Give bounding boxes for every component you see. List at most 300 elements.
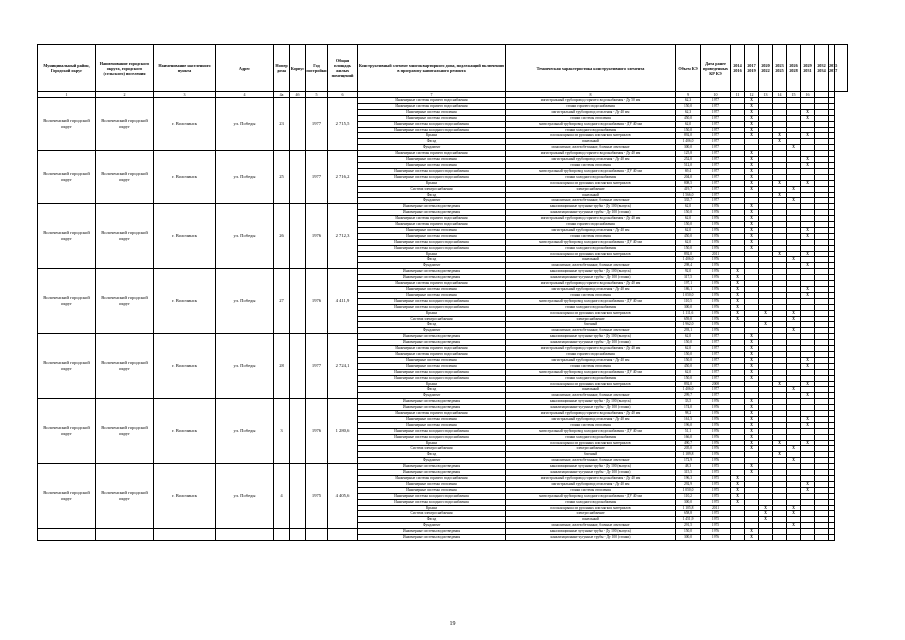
technical-spec: электроснабжение <box>506 511 676 517</box>
period-mark: X <box>745 357 759 363</box>
period-mark: X <box>787 387 801 393</box>
structural-element: Инженерные системы водоотведения <box>358 470 506 476</box>
structural-element: Инженерные системы горячего водоснабжения <box>358 476 506 482</box>
header-cell: Техническая характеристика конструктивного элемента <box>506 45 676 92</box>
header-cell: Конструктивный элемент многоквартирного дома, подлежащий включению в программу капитального ремонта <box>358 45 506 92</box>
technical-spec: плоская крыша из рулонных или мягких материалов <box>506 251 676 257</box>
previous-repair-date: 1976 <box>701 245 731 251</box>
structural-element: Фундамент <box>358 393 506 399</box>
structural-element: Крыша <box>358 133 506 139</box>
technical-spec: магистральный трубопровод горячего водоснабжения - Ду 50 мм <box>506 98 676 104</box>
previous-repair-date: 1977 <box>701 375 731 381</box>
technical-spec: магистральный трубопровод холодного водоснабжения - ДУ 40 мм <box>506 298 676 304</box>
previous-repair-date: 1975 <box>701 464 731 470</box>
previous-repair-date: 1977 <box>701 157 731 163</box>
previous-repair-date: 1976 <box>701 210 731 216</box>
period-mark: X <box>731 499 745 505</box>
element-volume: 174,0 <box>676 405 701 411</box>
period-mark: X <box>745 346 759 352</box>
technical-spec: стояки системы отопления <box>506 487 676 493</box>
technical-spec: электроснабжение <box>506 186 676 192</box>
house-settlement: Волоченский городской округ <box>96 334 154 399</box>
header-cell: 2029 2031 <box>801 45 815 92</box>
house-area: 2 716,2 <box>328 151 358 204</box>
element-volume: 48,3 <box>676 464 701 470</box>
column-number: 4 <box>216 92 274 98</box>
structural-element: Инженерные системы холодного водоснабжения <box>358 298 506 304</box>
technical-spec: блочный <box>506 322 676 328</box>
header-cell: 2014 2016 <box>731 45 745 92</box>
structural-element: Инженерные системы горячего водоснабжения <box>358 346 506 352</box>
element-volume: 1 050,0 <box>676 292 701 298</box>
structural-element: Инженерные системы отопления <box>358 162 506 168</box>
header-cell: Наименование населенного пункта <box>154 45 216 92</box>
period-mark: X <box>745 162 759 168</box>
element-volume: 150,0 <box>676 529 701 535</box>
previous-repair-date: 1975 <box>701 517 731 523</box>
period-mark <box>759 535 773 541</box>
element-volume: 300,0 <box>676 304 701 310</box>
house-corpus <box>290 399 306 464</box>
house-street: ул. Победы <box>216 204 274 269</box>
column-number: 12 <box>745 92 759 98</box>
structural-element: Инженерные системы водоотведения <box>358 340 506 346</box>
house-year: 1977 <box>306 334 328 399</box>
structural-element: Инженерные системы холодного водоснабжения <box>358 127 506 133</box>
period-mark: X <box>801 487 815 493</box>
column-number: 13 <box>759 92 773 98</box>
period-mark: X <box>801 157 815 163</box>
period-mark: X <box>745 464 759 470</box>
period-mark <box>773 535 787 541</box>
previous-repair-date: 1977 <box>701 387 731 393</box>
technical-spec: канализационные чугунные трубы - Ду 100 (стояки) <box>506 470 676 476</box>
technical-spec: канализационные чугунные трубы - Ду 100 (выпуск) <box>506 269 676 275</box>
structural-element: Система электроснабжения <box>358 446 506 452</box>
technical-spec: панельный <box>506 517 676 523</box>
house-area: 2 724,1 <box>328 334 358 399</box>
technical-spec: стояки горячего водоснабжения <box>506 222 676 228</box>
period-mark: X <box>787 310 801 316</box>
technical-spec: магистральный трубопровод отопления - Ду 40 мм <box>506 357 676 363</box>
house-locality: г. Волочинск <box>154 464 216 529</box>
technical-spec: монолитные, железобетонные, блочные ленточные <box>506 328 676 334</box>
house-house: 27 <box>274 269 290 334</box>
previous-repair-date: 1977 <box>701 393 731 399</box>
element-volume: 150,0 <box>676 222 701 228</box>
period-mark: X <box>801 287 815 293</box>
period-mark <box>731 535 745 541</box>
house-street: ул. Победы <box>216 98 274 151</box>
period-mark: X <box>745 174 759 180</box>
previous-repair-date: 1975 <box>701 470 731 476</box>
period-mark: X <box>745 440 759 446</box>
element-volume: 299,7 <box>676 393 701 399</box>
technical-spec: канализационные чугунные трубы - Ду 100 (выпуск) <box>506 399 676 405</box>
period-mark: X <box>731 269 745 275</box>
structural-element: Фасад <box>358 517 506 523</box>
period-mark: X <box>731 281 745 287</box>
technical-spec: магистральный трубопровод отопления - Ду 40 мм <box>506 287 676 293</box>
previous-repair-date: 1976 <box>701 529 731 535</box>
previous-repair-date: 1977 <box>701 334 731 340</box>
period-mark: X <box>745 446 759 452</box>
house-locality: г. Волочинск <box>154 204 216 269</box>
period-mark <box>787 535 801 541</box>
period-mark: X <box>745 363 759 369</box>
element-volume: 1 050,0 <box>676 487 701 493</box>
previous-repair-date: 1977 <box>701 192 731 198</box>
element-volume: 450,0 <box>676 233 701 239</box>
previous-repair-date: 1976 <box>701 204 731 210</box>
technical-spec: панельный <box>506 257 676 263</box>
period-mark: X <box>801 251 815 257</box>
technical-spec: стояки системы отопления <box>506 422 676 428</box>
period-mark: X <box>745 340 759 346</box>
period-mark: X <box>745 115 759 121</box>
period-mark: X <box>745 216 759 222</box>
house-corpus <box>290 151 306 204</box>
period-mark: X <box>745 210 759 216</box>
element-volume: 62,0 <box>676 227 701 233</box>
element-volume: 291,5 <box>676 523 701 529</box>
period-mark: X <box>745 103 759 109</box>
element-volume: 150,0 <box>676 103 701 109</box>
structural-element: Фасад <box>358 387 506 393</box>
house-street <box>216 529 274 541</box>
element-volume: 252,0 <box>676 157 701 163</box>
previous-repair-date: 1976 <box>701 411 731 417</box>
period-mark: X <box>801 180 815 186</box>
period-mark: X <box>773 452 787 458</box>
previous-repair-date: 1976 <box>701 428 731 434</box>
technical-spec: плоская крыша из рулонных или мягких материалов <box>506 310 676 316</box>
technical-spec: плоская крыша из рулонных или мягких материалов <box>506 381 676 387</box>
technical-spec: стояки системы отопления <box>506 162 676 168</box>
technical-spec: канализационные чугунные трубы - Ду 100 (выпуск) <box>506 529 676 535</box>
structural-element: Инженерные системы холодного водоснабжения <box>358 428 506 434</box>
previous-repair-date: 1976 <box>701 310 731 316</box>
element-volume: 1 566,0 <box>676 192 701 198</box>
element-volume: 892,0 <box>676 133 701 139</box>
header-row <box>38 45 848 92</box>
period-mark <box>815 535 829 541</box>
structural-element: Инженерные системы отопления <box>358 481 506 487</box>
structural-element: Крыша <box>358 251 506 257</box>
period-mark: X <box>787 316 801 322</box>
period-mark: X <box>787 145 801 151</box>
technical-spec: канализационные чугунные трубы - Ду 100 (выпуск) <box>506 204 676 210</box>
technical-spec: стояки системы отопления <box>506 115 676 121</box>
structural-element: Инженерные системы водоотведения <box>358 275 506 281</box>
previous-repair-date: 1976 <box>701 227 731 233</box>
period-mark: X <box>759 322 773 328</box>
period-mark: X <box>773 139 787 145</box>
period-mark: X <box>745 416 759 422</box>
structural-element: Инженерные системы отопления <box>358 487 506 493</box>
period-mark: X <box>787 505 801 511</box>
period-mark: X <box>787 511 801 517</box>
period-mark: X <box>787 257 801 263</box>
structural-element: Фасад <box>358 192 506 198</box>
technical-spec: монолитные, железобетонные, блочные ленточные <box>506 393 676 399</box>
previous-repair-date: 1977 <box>701 103 731 109</box>
technical-spec: стояки холодного водоснабжения <box>506 127 676 133</box>
element-volume: 110,5 <box>676 298 701 304</box>
previous-repair-date: 1976 <box>701 405 731 411</box>
column-number: 10 <box>701 92 731 98</box>
house-area <box>328 529 358 541</box>
column-number: 8 <box>506 92 676 98</box>
header-cell: Общая площадь жилых помещений <box>328 45 358 92</box>
house-corpus <box>290 269 306 334</box>
house-house: 23 <box>274 98 290 151</box>
house-district: Волоченский городской округ <box>38 98 96 151</box>
period-mark: X <box>801 162 815 168</box>
house-year: 1975 <box>306 464 328 529</box>
previous-repair-date: 1976 <box>701 458 731 464</box>
structural-element: Крыша <box>358 381 506 387</box>
technical-spec: плоская крыша из рулонных или мягких материалов <box>506 505 676 511</box>
structural-element: Инженерные системы отопления <box>358 422 506 428</box>
previous-repair-date: 2011 <box>701 251 731 257</box>
structural-element: Система электроснабжения <box>358 511 506 517</box>
previous-repair-date: 1976 <box>701 328 731 334</box>
house-area: 4 411,9 <box>328 269 358 334</box>
period-mark: X <box>745 168 759 174</box>
element-volume: 150,0 <box>676 127 701 133</box>
element-volume: 315,5 <box>676 470 701 476</box>
period-mark: X <box>745 227 759 233</box>
period-mark: X <box>787 458 801 464</box>
structural-element: Инженерные системы отопления <box>358 292 506 298</box>
period-mark: X <box>731 310 745 316</box>
technical-spec: магистральный трубопровод отопления - Ду 40 мм <box>506 481 676 487</box>
header-cell: Объем КЭ <box>676 45 701 92</box>
element-volume: 419,7 <box>676 186 701 192</box>
structural-element: Инженерные системы водоотведения <box>358 399 506 405</box>
period-mark: X <box>787 198 801 204</box>
column-number: 11 <box>731 92 745 98</box>
structural-element: Инженерные системы водоотведения <box>358 529 506 535</box>
structural-element: Инженерные системы холодного водоснабжения <box>358 168 506 174</box>
previous-repair-date: 1977 <box>701 198 731 204</box>
house-district: Волоченский городской округ <box>38 151 96 204</box>
structural-element: Фасад <box>358 257 506 263</box>
element-volume: 317,5 <box>676 275 701 281</box>
period-mark: X <box>745 233 759 239</box>
previous-repair-date: 1975 <box>701 493 731 499</box>
structural-element: Фундамент <box>358 458 506 464</box>
structural-element: Инженерные системы горячего водоснабжения <box>358 98 506 104</box>
technical-spec: магистральный трубопровод холодного водоснабжения - ДУ 40 мм <box>506 493 676 499</box>
house-settlement: Волоченский городской округ <box>96 464 154 529</box>
period-mark: X <box>745 405 759 411</box>
technical-spec: электроснабжение <box>506 446 676 452</box>
house-district: Волоченский городской округ <box>38 204 96 269</box>
technical-spec: магистральный трубопровод горячего водоснабжения - Ду 40 мм <box>506 346 676 352</box>
structural-element: Инженерные системы холодного водоснабжения <box>358 493 506 499</box>
header-cell: 2023 2025 <box>773 45 787 92</box>
element-volume: 62,0 <box>676 369 701 375</box>
period-mark: X <box>745 535 759 541</box>
previous-repair-date: 1976 <box>701 222 731 228</box>
house-locality: г. Волочинск <box>154 269 216 334</box>
structural-element: Фундамент <box>358 263 506 269</box>
structural-element: Крыша <box>358 180 506 186</box>
period-mark: X <box>801 357 815 363</box>
structural-element: Инженерные системы отопления <box>358 233 506 239</box>
period-mark: X <box>773 251 787 257</box>
previous-repair-date: 1977 <box>701 115 731 121</box>
header-cell: Год постройки <box>306 45 328 92</box>
period-mark: X <box>745 133 759 139</box>
technical-spec: канализационные чугунные трубы - Ду 100 (выпуск) <box>506 334 676 340</box>
house-locality: г. Волочинск <box>154 334 216 399</box>
house-settlement <box>96 529 154 541</box>
previous-repair-date: 1976 <box>701 263 731 269</box>
previous-repair-date: 1976 <box>701 298 731 304</box>
column-number: 14 <box>773 92 787 98</box>
structural-element: Инженерные системы отопления <box>358 115 506 121</box>
house-corpus <box>290 464 306 529</box>
structural-element: Инженерные системы водоотведения <box>358 334 506 340</box>
technical-spec: плоская крыша из рулонных или мягких материалов <box>506 440 676 446</box>
structural-element: Инженерные системы холодного водоснабжения <box>358 499 506 505</box>
structural-element: Инженерные системы водоотведения <box>358 269 506 275</box>
period-mark: X <box>745 121 759 127</box>
period-mark: X <box>773 381 787 387</box>
house-street: ул. Победы <box>216 334 274 399</box>
period-mark: X <box>745 470 759 476</box>
element-volume: 62,0 <box>676 204 701 210</box>
technical-spec: магистральный трубопровод холодного водоснабжения - ДУ 40 мм <box>506 369 676 375</box>
house-area: 2 712,3 <box>328 204 358 269</box>
previous-repair-date: 1975 <box>701 499 731 505</box>
element-volume: 62,0 <box>676 121 701 127</box>
structural-element: Инженерные системы отопления <box>358 287 506 293</box>
period-mark: X <box>787 328 801 334</box>
technical-spec: магистральный трубопровод горячего водоснабжения - Ду 40 мм <box>506 476 676 482</box>
technical-spec: панельный <box>506 139 676 145</box>
period-mark: X <box>745 157 759 163</box>
house-locality: г. Волочинск <box>154 98 216 151</box>
structural-element: Крыша <box>358 440 506 446</box>
previous-repair-date: 1975 <box>701 511 731 517</box>
element-volume: 1 962,0 <box>676 322 701 328</box>
house-district: Волоченский городской округ <box>38 334 96 399</box>
element-volume: 92,0 <box>676 269 701 275</box>
element-volume: 490,7 <box>676 440 701 446</box>
previous-repair-date: 1975 <box>701 481 731 487</box>
house-corpus <box>290 204 306 269</box>
house-settlement: Волоченский городской округ <box>96 151 154 204</box>
previous-repair-date: 1976 <box>701 399 731 405</box>
period-mark: X <box>801 233 815 239</box>
element-volume: 658,8 <box>676 511 701 517</box>
header-cell: 2032 2034 <box>815 45 829 92</box>
house-house: 4 <box>274 464 290 529</box>
house-locality <box>154 529 216 541</box>
structural-element: Инженерные системы отопления <box>358 227 506 233</box>
previous-repair-date: 1977 <box>701 340 731 346</box>
element-volume: 1 111,6 <box>676 310 701 316</box>
technical-spec: магистральный трубопровод холодного водоснабжения - ДУ 40 мм <box>506 121 676 127</box>
header-cell: 2017 2019 <box>745 45 759 92</box>
element-volume: 166,0 <box>676 434 701 440</box>
element-volume: 1 406,0 <box>676 139 701 145</box>
table-body <box>38 98 848 541</box>
technical-spec: стояки холодного водоснабжения <box>506 304 676 310</box>
element-volume: 150,0 <box>676 245 701 251</box>
period-mark: X <box>801 292 815 298</box>
previous-repair-date: 1977 <box>701 121 731 127</box>
table-header <box>38 45 848 98</box>
column-number: 7 <box>358 92 506 98</box>
column-number: 3 <box>154 92 216 98</box>
structural-element: Инженерные системы горячего водоснабжения <box>358 216 506 222</box>
element-volume: 450,0 <box>676 115 701 121</box>
element-volume: 150,0 <box>676 351 701 357</box>
previous-repair-date: 1977 <box>701 369 731 375</box>
element-volume: 205,0 <box>676 446 701 452</box>
element-volume: 204,0 <box>676 174 701 180</box>
period-mark: X <box>745 127 759 133</box>
structural-element: Инженерные системы отопления <box>358 109 506 115</box>
element-volume: 892,0 <box>676 381 701 387</box>
period-mark: X <box>787 523 801 529</box>
period-mark: X <box>801 115 815 121</box>
house-area: 2 715,5 <box>328 98 358 151</box>
period-mark <box>801 535 815 541</box>
period-mark: X <box>745 428 759 434</box>
technical-spec: стояки системы отопления <box>506 233 676 239</box>
previous-repair-date: 1976 <box>701 422 731 428</box>
previous-repair-date: 1977 <box>701 127 731 133</box>
technical-spec: канализационные чугунные трубы - Ду 100 (стояки) <box>506 275 676 281</box>
previous-repair-date: 1975 <box>701 523 731 529</box>
house-district: Волоченский городской округ <box>38 269 96 334</box>
technical-spec: магистральный трубопровод горячего водоснабжения - Ду 40 мм <box>506 281 676 287</box>
house-district: Волоченский городской округ <box>38 464 96 529</box>
previous-repair-date: 1976 <box>701 434 731 440</box>
element-volume: 161,5 <box>676 416 701 422</box>
period-mark: X <box>773 192 787 198</box>
technical-spec: магистральный трубопровод холодного водоснабжения - ДУ 40 мм <box>506 428 676 434</box>
technical-spec: канализационные чугунные трубы - Ду 100 (стояки) <box>506 210 676 216</box>
technical-spec: монолитные, железобетонные, блочные ленточные <box>506 458 676 464</box>
period-mark: X <box>801 393 815 399</box>
previous-repair-date: 1976 <box>701 257 731 263</box>
structural-element: Крыша <box>358 310 506 316</box>
house-street: ул. Победы <box>216 399 274 464</box>
period-mark: X <box>745 204 759 210</box>
previous-repair-date: 1976 <box>701 233 731 239</box>
period-mark: X <box>801 227 815 233</box>
period-mark: X <box>801 263 815 269</box>
element-volume: 62,0 <box>676 216 701 222</box>
technical-spec: монолитные, железобетонные, блочные ленточные <box>506 198 676 204</box>
header-cell: 2020 2022 <box>759 45 773 92</box>
previous-repair-date: 1977 <box>701 180 731 186</box>
house-corpus <box>290 334 306 399</box>
previous-repair-date: 1977 <box>701 357 731 363</box>
technical-spec: стояки горячего водоснабжения <box>506 351 676 357</box>
house-district <box>38 529 96 541</box>
structural-element: Крыша <box>358 505 506 511</box>
structural-element: Инженерные системы отопления <box>358 363 506 369</box>
period-mark: X <box>745 109 759 115</box>
